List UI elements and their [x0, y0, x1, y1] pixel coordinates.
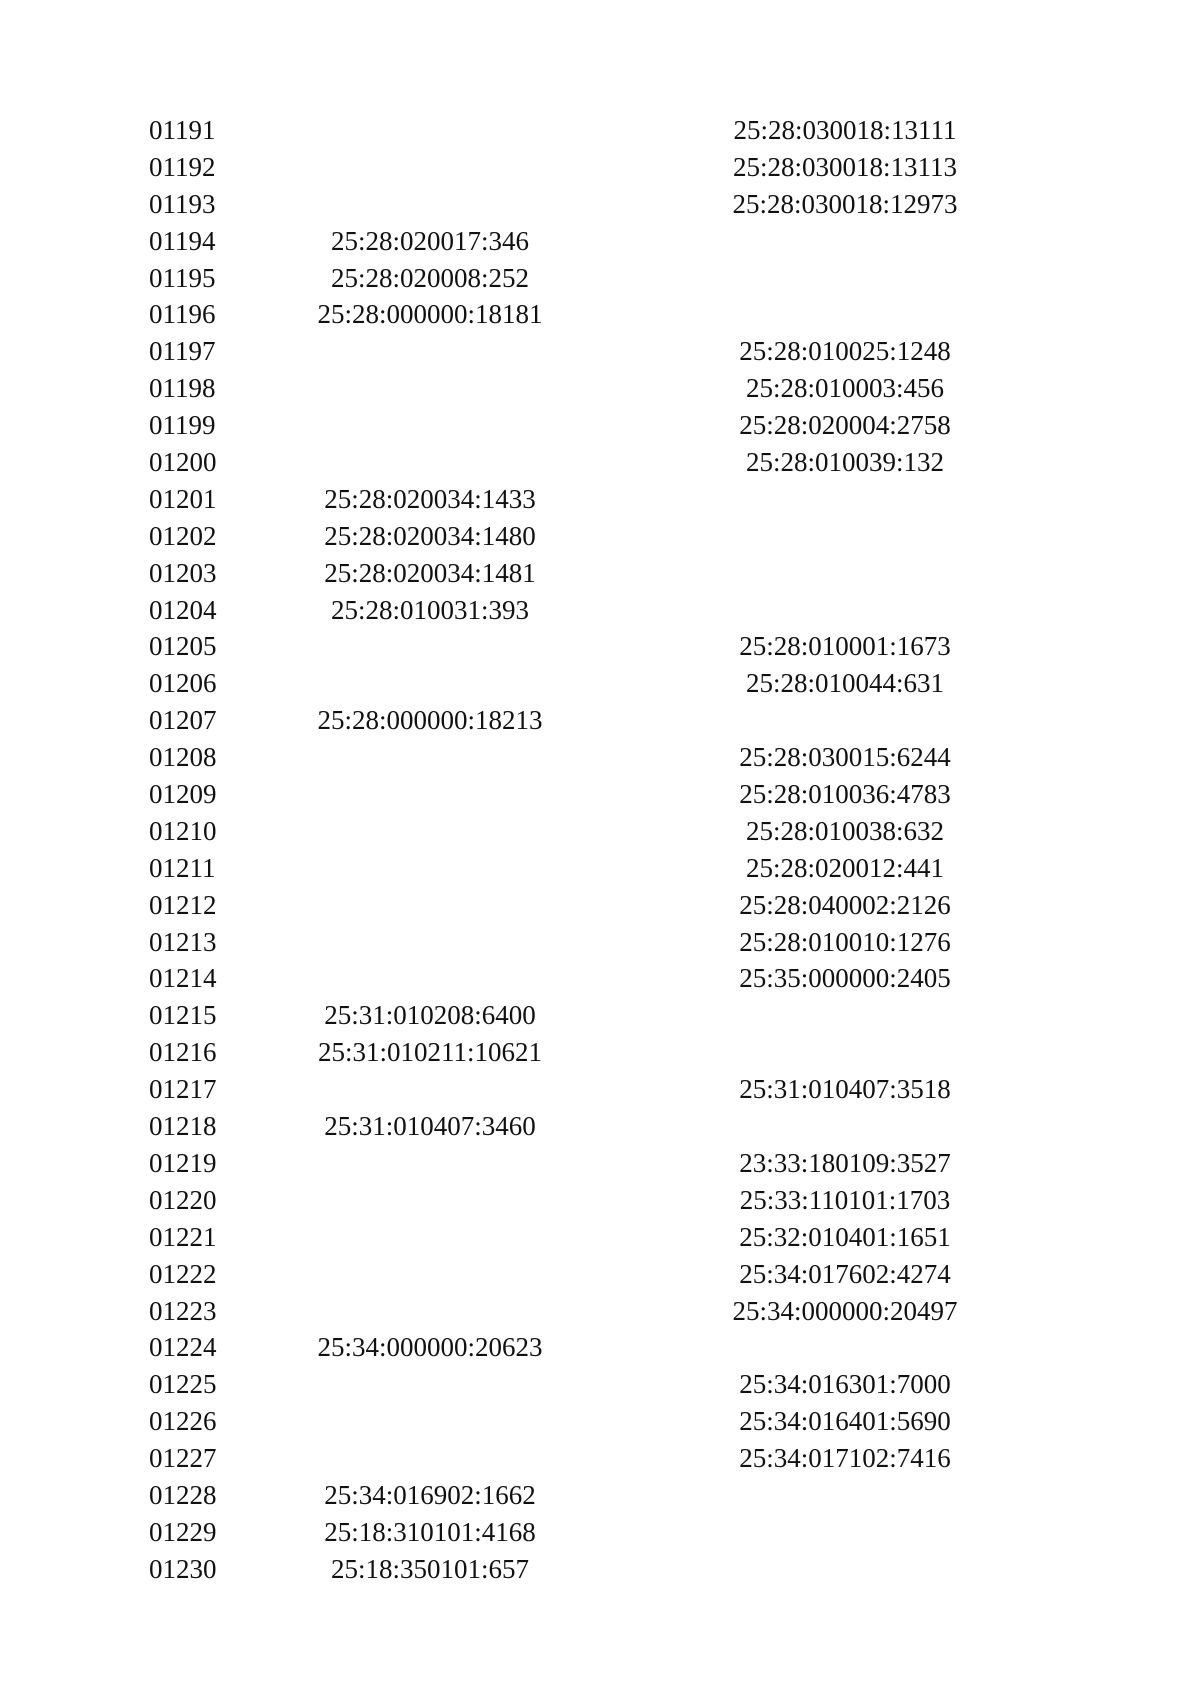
cadastral-number-right: 25:34:017602:4274 — [739, 1258, 951, 1289]
cadastral-number-right: 25:28:030015:6244 — [739, 742, 951, 773]
cadastral-number-left: 25:28:020034:1433 — [324, 483, 536, 514]
cadastral-number-right: 23:33:180109:3527 — [739, 1147, 951, 1178]
row-number: 01208 — [149, 742, 217, 773]
table-row — [0, 1071, 1200, 1108]
cadastral-number-right: 25:28:010001:1673 — [739, 631, 951, 662]
row-number: 01210 — [149, 815, 217, 846]
table-row — [0, 186, 1200, 223]
row-number: 01227 — [149, 1443, 217, 1474]
table-row — [0, 997, 1200, 1034]
table-row — [0, 1440, 1200, 1477]
row-number: 01197 — [149, 336, 216, 367]
cadastral-number-left: 25:18:350101:657 — [330, 1553, 529, 1584]
table-row — [0, 370, 1200, 407]
row-number: 01212 — [149, 889, 217, 920]
table-row — [0, 444, 1200, 481]
row-number: 01204 — [149, 594, 217, 625]
row-number: 01219 — [149, 1147, 217, 1178]
table-row — [0, 296, 1200, 333]
row-number: 01229 — [149, 1516, 217, 1547]
table-row — [0, 665, 1200, 702]
cadastral-number-right: 25:28:010039:132 — [745, 447, 944, 478]
cadastral-number-right: 25:28:020012:441 — [745, 852, 944, 883]
row-number: 01207 — [149, 705, 217, 736]
cadastral-number-left: 25:34:016902:1662 — [324, 1479, 536, 1510]
row-number: 01221 — [149, 1221, 217, 1252]
table-row — [0, 223, 1200, 260]
table-row — [0, 481, 1200, 518]
cadastral-number-table — [0, 112, 1200, 1588]
row-number: 01206 — [149, 668, 217, 699]
cadastral-number-right: 25:34:016301:7000 — [739, 1369, 951, 1400]
table-row — [0, 887, 1200, 924]
cadastral-number-right: 25:28:030018:13111 — [733, 115, 957, 145]
table-row — [0, 149, 1200, 186]
table-row — [0, 1034, 1200, 1071]
cadastral-number-right: 25:34:017102:7416 — [739, 1443, 951, 1474]
row-number: 01230 — [149, 1553, 217, 1584]
table-row — [0, 1514, 1200, 1551]
cadastral-number-left: 25:31:010211:10621 — [317, 1037, 542, 1068]
table-row — [0, 1108, 1200, 1145]
row-number: 01198 — [149, 373, 216, 404]
table-row — [0, 850, 1200, 887]
table-row — [0, 592, 1200, 629]
cadastral-number-right: 25:28:030018:13113 — [732, 151, 957, 182]
cadastral-number-right: 25:35:000000:2405 — [739, 963, 951, 994]
cadastral-number-left: 25:28:020034:1481 — [324, 557, 536, 588]
cadastral-number-right: 25:28:020004:2758 — [739, 410, 951, 441]
table-row — [0, 1551, 1200, 1588]
row-number: 01225 — [149, 1369, 217, 1400]
row-number: 01203 — [149, 557, 217, 588]
table-row — [0, 555, 1200, 592]
cadastral-number-left: 25:31:010208:6400 — [324, 1000, 536, 1031]
cadastral-number-left: 25:28:020017:346 — [330, 225, 529, 256]
table-row — [0, 1403, 1200, 1440]
cadastral-number-right: 25:28:010036:4783 — [739, 779, 951, 810]
row-number: 01222 — [149, 1258, 217, 1289]
row-number: 01211 — [149, 852, 216, 883]
table-row — [0, 1182, 1200, 1219]
table-row — [0, 702, 1200, 739]
row-number: 01201 — [149, 483, 217, 514]
cadastral-number-right: 25:28:010010:1276 — [739, 926, 951, 957]
table-row — [0, 260, 1200, 297]
row-number: 01196 — [149, 299, 216, 330]
table-row — [0, 628, 1200, 665]
row-number: 01223 — [149, 1295, 217, 1326]
cadastral-number-right: 25:31:010407:3518 — [739, 1074, 951, 1105]
row-number: 01200 — [149, 447, 217, 478]
table-row — [0, 739, 1200, 776]
row-number: 01215 — [149, 1000, 217, 1031]
row-number: 01209 — [149, 779, 217, 810]
cadastral-number-right: 25:33:110101:1703 — [739, 1184, 951, 1215]
table-row — [0, 813, 1200, 850]
table-row — [0, 1145, 1200, 1182]
cadastral-number-left: 25:18:310101:4168 — [324, 1516, 536, 1547]
cadastral-number-right: 25:28:010038:632 — [745, 815, 944, 846]
table-row — [0, 333, 1200, 370]
cadastral-number-left: 25:28:000000:18213 — [317, 705, 543, 736]
table-row — [0, 1329, 1200, 1366]
cadastral-number-right: 25:28:010025:1248 — [739, 336, 951, 367]
table-row — [0, 112, 1200, 149]
row-number: 01218 — [149, 1111, 217, 1142]
row-number: 01194 — [149, 225, 216, 256]
row-number: 01224 — [149, 1332, 217, 1363]
row-number: 01214 — [149, 963, 217, 994]
cadastral-number-right: 25:34:016401:5690 — [739, 1406, 951, 1437]
row-number: 01226 — [149, 1406, 217, 1437]
row-number: 01195 — [149, 262, 216, 293]
table-row — [0, 776, 1200, 813]
row-number: 01191 — [149, 115, 216, 145]
cadastral-number-left: 25:28:020034:1480 — [324, 520, 536, 551]
table-row — [0, 1477, 1200, 1514]
cadastral-number-right: 25:34:000000:20497 — [732, 1295, 958, 1326]
cadastral-number-left: 25:28:020008:252 — [330, 262, 529, 293]
cadastral-number-left: 25:31:010407:3460 — [324, 1111, 536, 1142]
cadastral-number-right: 25:32:010401:1651 — [739, 1221, 951, 1252]
table-row — [0, 1293, 1200, 1330]
row-number: 01205 — [149, 631, 217, 662]
row-number: 01220 — [149, 1184, 217, 1215]
cadastral-number-right: 25:28:030018:12973 — [732, 188, 958, 219]
cadastral-number-left: 25:34:000000:20623 — [317, 1332, 543, 1363]
table-row — [0, 1256, 1200, 1293]
table-row — [0, 924, 1200, 961]
cadastral-number-left: 25:28:010031:393 — [330, 594, 529, 625]
table-row — [0, 1366, 1200, 1403]
cadastral-number-right: 25:28:010044:631 — [745, 668, 944, 699]
cadastral-number-left: 25:28:000000:18181 — [317, 299, 543, 330]
row-number: 01213 — [149, 926, 217, 957]
row-number: 01192 — [149, 151, 216, 182]
row-number: 01202 — [149, 520, 217, 551]
table-row — [0, 1219, 1200, 1256]
row-number: 01217 — [149, 1074, 217, 1105]
cadastral-number-right: 25:28:010003:456 — [745, 373, 944, 404]
row-number: 01228 — [149, 1479, 217, 1510]
row-number: 01199 — [149, 410, 216, 441]
table-row — [0, 960, 1200, 997]
table-row — [0, 407, 1200, 444]
cadastral-number-right: 25:28:040002:2126 — [739, 889, 951, 920]
row-number: 01193 — [149, 188, 216, 219]
table-row — [0, 518, 1200, 555]
row-number: 01216 — [149, 1037, 217, 1068]
